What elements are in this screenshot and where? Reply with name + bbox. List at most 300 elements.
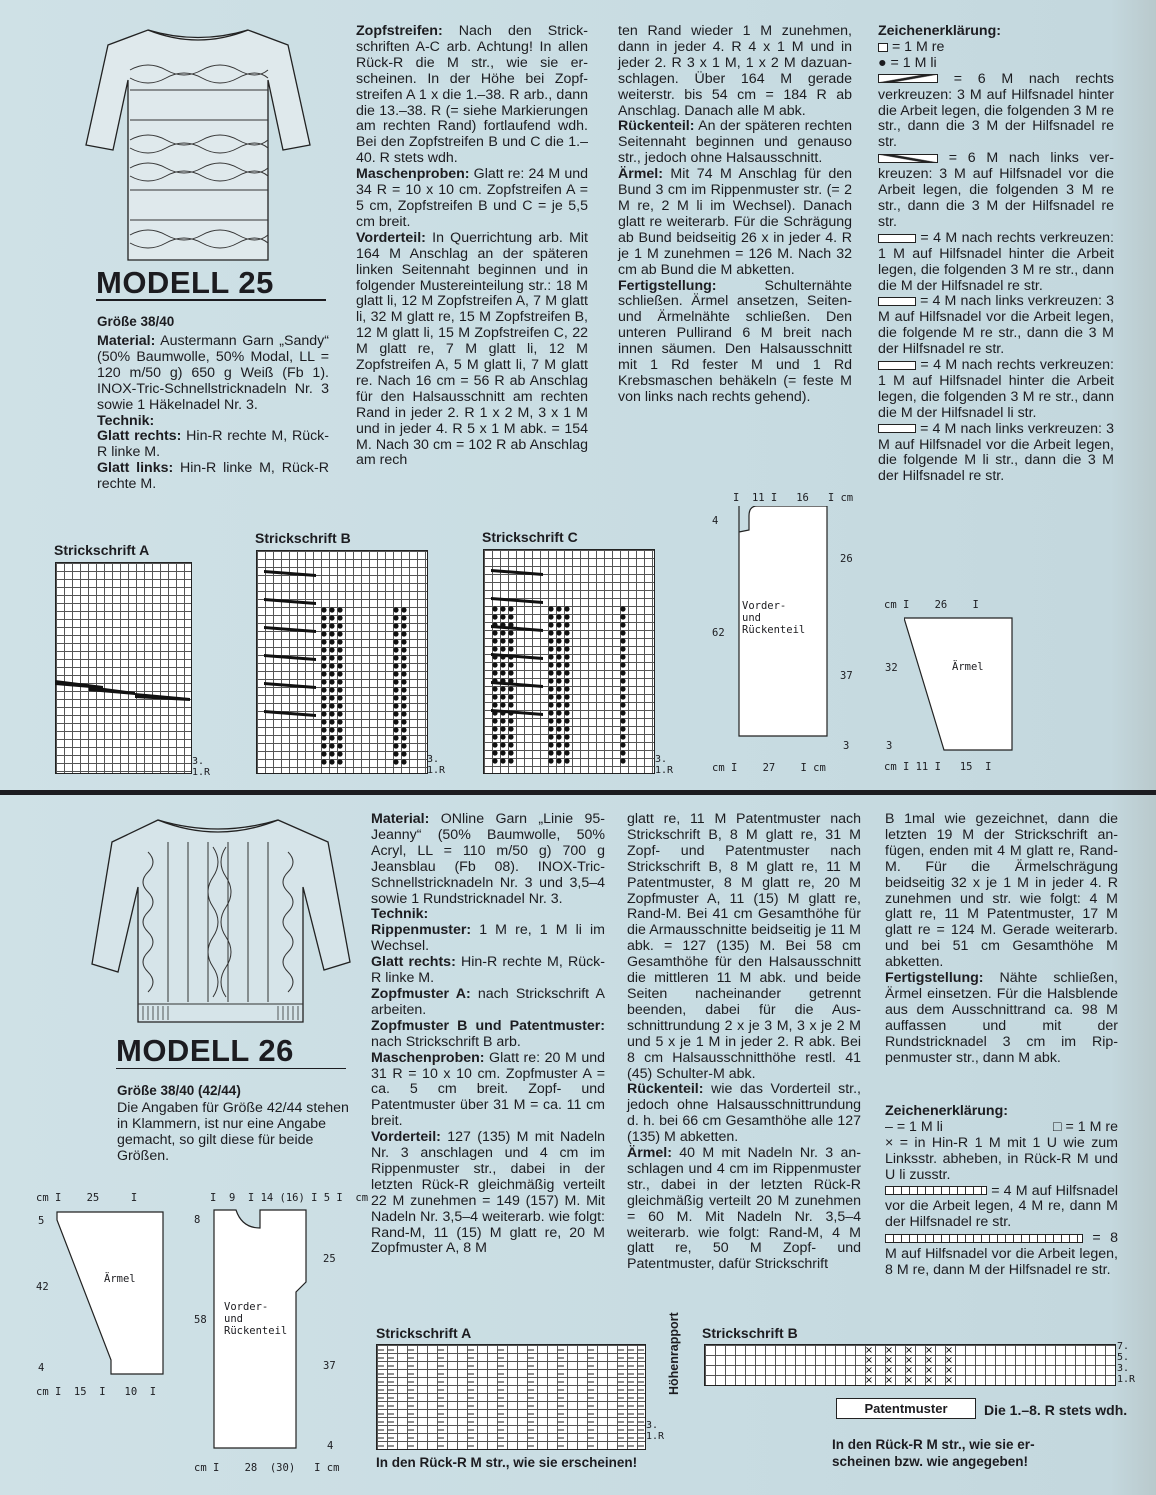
body-diagram-25-n37: 37 <box>840 670 853 682</box>
cable-cross-mark <box>491 709 543 716</box>
cable-cross-mark <box>491 625 543 632</box>
paragraph <box>371 1019 605 1051</box>
paragraph-text: nach Strickschrift B arb. <box>371 1033 521 1050</box>
sleeve-diagram-25-n3: 3 <box>886 740 893 752</box>
paragraph <box>371 1051 605 1131</box>
body-diagram-25-n4: 4 <box>712 515 719 527</box>
purl-dot <box>401 647 406 652</box>
paragraph-heading: Vorderteil: <box>371 1129 441 1146</box>
paragraph-text: Hin-R rechte M, Rück-R linke M. <box>97 428 329 461</box>
cable-8-icon <box>885 1234 1083 1243</box>
purl-dot <box>401 639 406 644</box>
purl-dot <box>500 670 505 675</box>
purl-dot <box>401 727 406 732</box>
purl-dot <box>508 718 513 723</box>
purl-dot <box>401 671 406 676</box>
purl-dot <box>500 638 505 643</box>
paragraph-heading: Ärmel: <box>627 1145 672 1162</box>
purl-dot <box>564 614 569 619</box>
purl-dot <box>564 638 569 643</box>
slip-stitch-mark: × <box>864 1375 874 1384</box>
legend-title: Zeichenerklärung: <box>878 23 1001 39</box>
paragraph-heading: Zopfstreifen: <box>356 23 443 39</box>
purl-dot <box>401 607 406 612</box>
purl-dot <box>556 686 561 691</box>
purl-dot <box>556 742 561 747</box>
purl-dot <box>556 622 561 627</box>
purl-dot <box>393 631 398 636</box>
slip-stitch-mark: × <box>884 1365 894 1376</box>
purl-dot <box>564 758 569 763</box>
chart-26b-note: In den Rück-R M str., wie sie erscheinen bzw. wie angegeben! <box>832 1437 1035 1469</box>
purl-dot <box>401 695 406 700</box>
purl-dot <box>492 734 497 739</box>
paragraph-text: glatt re, 11 M Patentmuster nach Strickschrift B, 8 M glatt re, 31 M Zopf- und Patentmuster nach Strickschrift B, 8 M glatt re, 11 M Patentmuster, 8 M glatt re, 20 M Zopfmuster A, 11 (15) M glatt re, Rand-M. Bei 41 cm Gesamthöhe für die Armausschnitte beidseitig je 11 M abk. = 127 (135) M. Bei 58 cm Gesamthöhe für den Halsausschnitt die mittleren 11 M abk. und beide Seiten nacheinander getrennt beenden, dabei für die Ausschnittrundung 2 x je 3 M, 3 x je 2 M und 5 x je 1 M in jeder 2. R abk. Bei 8 cm Halsausschnitthöhe restl. 41 (45) Schulter-M abk. <box>627 811 861 1082</box>
purl-dot <box>500 718 505 723</box>
model-26-column-4 <box>885 812 1118 1067</box>
body-diagram-25-n26: 26 <box>840 553 853 565</box>
purl-dot <box>556 734 561 739</box>
paragraph <box>618 167 852 278</box>
purl-dot <box>548 750 553 755</box>
paragraph-text: Mit 74 M Anschlag für den Bund 3 cm im Rippenmuster str. (= 2 M re, 2 M li im Wechsel). Danach glatt re weiterarb. Für die Schrägung ab Bund beidseitig 26 x in jeder 4. R je 1 M zunehmen = 126 M. Nach 32 cm ab Bund die M abketten. <box>618 166 852 278</box>
purl-dot <box>500 630 505 635</box>
purl-dot <box>393 727 398 732</box>
purl-dot <box>556 670 561 675</box>
cable-4-left-purl-icon <box>878 424 916 433</box>
purl-dot <box>329 759 334 764</box>
purl-dot <box>393 639 398 644</box>
purl-dot <box>329 639 334 644</box>
purl-dot <box>321 735 326 740</box>
purl-dot <box>337 615 342 620</box>
purl-dot <box>548 718 553 723</box>
purl-dot <box>508 758 513 763</box>
slip-stitch-mark: × <box>884 1345 894 1356</box>
purl-dot <box>321 711 326 716</box>
chart-26a-row-marker: 3. 1.R <box>646 1420 665 1442</box>
purl-dot <box>556 750 561 755</box>
purl-dot <box>321 727 326 732</box>
paragraph-text: Glatt re: 20 M und 31 R = 10 x 10 cm. Zopfmuster A = ca. 5 cm breit. Zopf- und Patentmuster über 31 M = ca. 11 cm breit. <box>371 1049 605 1130</box>
purl-dot <box>556 718 561 723</box>
chart-26b-rows: 7. 5. 3. 1.R <box>1117 1341 1136 1385</box>
slip-stitch-mark: × <box>904 1365 914 1376</box>
paragraph-text: ten Rand wieder 1 M zunehmen, dann in jeder 4. R 4 x 1 M und in jeder 2. R 3 x 1 M, 1 x 2 M dazuanschlagen. Über 164 M gerade weiterstr. bis 54 cm = 184 R ab Anschlag. Danach alle M abk. <box>618 23 852 119</box>
purl-dot <box>329 623 334 628</box>
purl-dot <box>492 742 497 747</box>
paragraph-heading: Glatt rechts: <box>371 954 456 971</box>
purl-dot <box>620 606 625 611</box>
purl-dot <box>337 655 342 660</box>
purl-dot <box>508 734 513 739</box>
purl-dot <box>500 614 505 619</box>
paragraph <box>371 907 605 923</box>
purl-dot <box>620 750 625 755</box>
purl-dot <box>393 711 398 716</box>
purl-dot <box>564 718 569 723</box>
sleeve-diagram-25-label: Ärmel <box>952 661 984 673</box>
purl-dot <box>329 687 334 692</box>
purl-dot <box>508 726 513 731</box>
chart-26a-stitches <box>376 1344 644 1448</box>
paragraph-text: nach Strickschrift A arbeiten. <box>371 985 605 1018</box>
purl-dot <box>508 694 513 699</box>
purl-dot <box>321 607 326 612</box>
slip-stitch-mark: × <box>924 1345 934 1356</box>
paragraph <box>618 279 852 406</box>
purl-dot <box>508 614 513 619</box>
purl-dot <box>500 750 505 755</box>
paragraph-text: ONline Garn „Linie 95-Jeanny“ (50% Baumwolle, 50% Acryl, LL = 110 m/50 g) 700 g Jeansblau (Fb 08). INOX-Tric-Schnellstricknadeln Nr. 3 und 3,5–4 sowie 1 Rundstricknadel Nr. 3. <box>371 811 605 907</box>
cable-cross-mark <box>264 626 316 633</box>
cable-4-icon <box>885 1186 987 1195</box>
purl-dot <box>337 639 342 644</box>
paragraph-text: Austermann Garn „Sandy“ (50% Baumwolle, 50% Modal, LL = 120 m/50 g) 650 g Weiß (Fb 1). INOX-Tric-Schnellstricknadeln Nr. 3 sowie 1 Häkelnadel Nr. 3. <box>97 333 329 413</box>
purl-dot <box>337 607 342 612</box>
purl-dot <box>556 614 561 619</box>
purl-dot <box>321 751 326 756</box>
slip-stitch-mark: × <box>864 1365 874 1376</box>
purl-dot <box>548 678 553 683</box>
legend-26-cable-4: = 4 M auf Hilfsnadel vor die Arbeit legen, 4 M re, dann M der Hilfsnadel re str. <box>885 1182 1118 1231</box>
purl-dot <box>321 631 326 636</box>
purl-dot <box>564 702 569 707</box>
paragraph <box>356 167 588 231</box>
model-25-rule <box>96 299 326 300</box>
purl-dot <box>329 703 334 708</box>
paragraph-heading: Material: <box>97 333 156 349</box>
purl-dot <box>401 759 406 764</box>
legend-item-6-left: = 6 M nach links verkreuzen: 3 M auf Hilfsnadel vor die Arbeit legen, die folgenden 3 M re str., dann die 3 M der Hilfsnadel re str. <box>878 150 1114 230</box>
chart-b-row-marker: 3. 1.R <box>427 754 446 776</box>
purl-dot <box>564 678 569 683</box>
purl-dot <box>564 734 569 739</box>
chart-26b-stitches <box>704 1344 1114 1384</box>
sleeve-diagram-26 <box>55 1210 165 1380</box>
purl-dot <box>548 758 553 763</box>
cable-4-right-icon <box>878 234 916 243</box>
paragraph <box>356 231 588 470</box>
paragraph <box>618 24 852 119</box>
purl-dot <box>620 646 625 651</box>
purl-dot <box>620 686 625 691</box>
paragraph <box>371 923 605 955</box>
legend-26-cable-8: = 8 M auf Hilfsnadel vor die Arbeit legen, 8 M re, dann M der Hilfsnadel re str. <box>885 1230 1118 1279</box>
purl-dot <box>393 687 398 692</box>
purl-dot <box>508 606 513 611</box>
purl-dot <box>548 646 553 651</box>
slip-stitch-mark: × <box>864 1345 874 1356</box>
purl-dot <box>620 758 625 763</box>
purl-dot <box>564 670 569 675</box>
purl-dot <box>548 726 553 731</box>
purl-dot <box>337 727 342 732</box>
section-divider <box>0 790 1156 795</box>
purl-dot <box>321 639 326 644</box>
purl-dot <box>337 647 342 652</box>
legend-26-title: Zeichenerklärung: <box>885 1103 1008 1119</box>
purl-dot <box>329 655 334 660</box>
purl-dot <box>548 742 553 747</box>
cable-cross-mark <box>264 654 316 661</box>
cable-cross-mark <box>491 569 543 576</box>
purl-dot <box>556 662 561 667</box>
purl-dot <box>337 711 342 716</box>
purl-dot <box>564 742 569 747</box>
purl-dot <box>492 686 497 691</box>
paragraph-heading: Technik: <box>97 412 155 429</box>
purl-dot <box>401 703 406 708</box>
purl-dot <box>548 606 553 611</box>
purl-dot <box>321 615 326 620</box>
purl-dot <box>620 734 625 739</box>
purl-dot <box>500 726 505 731</box>
paragraph <box>371 955 605 987</box>
purl-dot <box>321 647 326 652</box>
purl-dot <box>401 743 406 748</box>
purl-dot <box>556 630 561 635</box>
chart-c-row-marker: 3. 1.R <box>655 754 674 776</box>
chart-26a-title: Strickschrift A <box>376 1325 472 1341</box>
purl-dot <box>564 646 569 651</box>
body-diagram-26-n37: 37 <box>323 1360 336 1372</box>
paragraph-heading: Rippenmuster: <box>371 922 472 939</box>
purl-dot <box>564 726 569 731</box>
paragraph <box>627 812 861 1082</box>
purl-dot <box>620 710 625 715</box>
body-diagram-25-label: Vorder- und Rückenteil <box>742 600 806 636</box>
purl-dot <box>393 743 398 748</box>
slip-stitch-mark: × <box>924 1375 934 1384</box>
chart-c-stitches <box>483 549 653 772</box>
sleeve-diagram-25-bottom: cm I 11 I 15 I <box>884 761 992 773</box>
purl-dot <box>321 687 326 692</box>
purl-dot <box>620 622 625 627</box>
paragraph-heading: Fertigstellung: <box>885 970 984 987</box>
purl-dot <box>548 662 553 667</box>
purl-dot <box>401 687 406 692</box>
slip-stitch-mark: × <box>884 1375 894 1384</box>
sleeve-diagram-26-n4: 4 <box>38 1362 45 1374</box>
slip-stitch-mark: × <box>944 1345 954 1356</box>
legend-item-6-right: = 6 M nach rechts verkreuzen: 3 M auf Hilfsnadel hinter die Arbeit legen, die folgenden 3 M re str., dann die 3 M der Hilfsnadel re str. <box>878 70 1114 151</box>
purl-dot <box>556 646 561 651</box>
model-25-legend <box>878 24 1114 485</box>
paragraph-text: Glatt re: 24 M und 34 R = 10 x 10 cm. Zopfstreifen A = 5 cm, Zopfstreifen B und C = je 5,5 cm breit. <box>356 166 588 230</box>
paragraph-text: Nähte schließen, Ärmel einsetzen. Für die Halsblende aus dem Ausschnittrand ca. 98 M auffassen und mit der Rundstricknadel 3 cm im Rippenmuster str., dann M abk. <box>885 970 1118 1066</box>
paragraph <box>371 1130 605 1257</box>
purl-dot <box>329 671 334 676</box>
purl-dot <box>393 695 398 700</box>
cable-6-right-icon <box>878 74 938 83</box>
purl-dot <box>564 606 569 611</box>
purl-dot <box>329 735 334 740</box>
purl-dot <box>329 647 334 652</box>
purl-dot <box>393 751 398 756</box>
purl-dot <box>321 663 326 668</box>
purl-dot <box>564 686 569 691</box>
purl-dot <box>556 758 561 763</box>
chart-26b-title: Strickschrift B <box>702 1325 798 1341</box>
paragraph-heading: Fertigstellung: <box>618 277 717 294</box>
purl-dot <box>401 719 406 724</box>
paragraph-text: Hin-R linke M, Rück-R rechte M. <box>97 460 329 493</box>
slip-stitch-mark: × <box>904 1355 914 1366</box>
repeat-note: Die 1.–8. R stets wdh. <box>984 1402 1128 1418</box>
purl-dot <box>337 719 342 724</box>
purl-dot <box>548 710 553 715</box>
purl-dot <box>556 726 561 731</box>
legend-item-4-left-purl: = 4 M nach links verkreuzen: 3 M auf Hilfsnadel vor die Arbeit legen, die folgende M li str., dann die 3 M der Hilfsnadel re str. <box>878 420 1114 485</box>
purl-dot <box>564 694 569 699</box>
paragraph-text: In Querrichtung arb. Mit 164 M Anschlag an der späteren linken Seitennaht beginnen und in folgender Mustereinteilung str.: 18 M glatt li, 12 M Zopfstreifen A, 7 M glatt li, 32 M glatt re, 15 M Zopfstreifen B, 12 M glatt li, 15 M Zopfstreifen C, 22 M glatt re, 7 M glatt li, 12 M Zopfstreifen A, 5 M glatt li, 7 M glatt re. Nach 16 cm = 56 R ab Anschlag für den Halsausschnitt am rechten Rand in jeder 2. R 1 x 2 M, 3 x 1 M und in jeder 4. R 5 x 1 M abk. = 154 M. Nach 30 cm = 102 R ab Anschlag am rech <box>356 229 588 469</box>
purl-dot <box>329 711 334 716</box>
cable-4-left-icon <box>878 297 916 306</box>
purl-dot <box>548 622 553 627</box>
purl-dot <box>620 742 625 747</box>
purl-dot <box>620 638 625 643</box>
purl-dot <box>337 751 342 756</box>
paragraph-heading: Ärmel: <box>618 166 663 183</box>
purl-dot <box>500 686 505 691</box>
paragraph <box>356 24 588 167</box>
purl-dot <box>620 654 625 659</box>
chart-c-title: Strickschrift C <box>482 529 578 545</box>
purl-dot <box>393 719 398 724</box>
model-26-column-3 <box>627 812 861 1273</box>
paragraph-text: 127 (135) M mit Nadeln Nr. 3 anschlagen und 4 cm im Rippenmuster str., dabei in der letzten Rück-R gleichmäßig verteilt 22 M zunehmen = 149 (157) M. Mit Nadeln Nr. 3,5–4 weiterarb. wie folgt: Rand-M, 11 (15) M glatt re, 20 M Zopfmuster A, 8 M <box>371 1129 605 1257</box>
purl-dot <box>548 670 553 675</box>
paragraph <box>885 971 1118 1066</box>
purl-dot <box>329 607 334 612</box>
purl-dot <box>393 607 398 612</box>
purl-dot <box>492 758 497 763</box>
purl-dot <box>337 703 342 708</box>
paragraph-heading: Maschenproben: <box>356 166 470 183</box>
slip-stitch-mark: × <box>944 1365 954 1376</box>
purl-dot <box>556 654 561 659</box>
purl-dot <box>556 638 561 643</box>
sleeve-diagram-26-n5: 5 <box>38 1215 45 1227</box>
sleeve-diagram-26-top: cm I 25 I <box>36 1192 138 1204</box>
purl-dot <box>548 630 553 635</box>
cable-cross-mark <box>264 570 316 577</box>
body-diagram-26-label: Vorder- und Rückenteil <box>224 1301 288 1337</box>
purl-dot <box>321 743 326 748</box>
purl-dot <box>329 719 334 724</box>
purl-dot <box>508 662 513 667</box>
purl-dot <box>492 694 497 699</box>
purl-dot <box>556 606 561 611</box>
purl-dot <box>393 647 398 652</box>
purl-dot <box>620 702 625 707</box>
paragraph-heading: Vorderteil: <box>356 229 426 246</box>
body-diagram-26-n25: 25 <box>323 1253 336 1265</box>
purl-dot <box>500 758 505 763</box>
purl-dot <box>337 759 342 764</box>
purl-dot <box>500 662 505 667</box>
sleeve-diagram-26-bottom: cm I 15 I 10 I <box>36 1386 157 1398</box>
paragraph <box>885 812 1118 971</box>
body-diagram-26-n4: 4 <box>327 1440 334 1452</box>
paragraph <box>618 119 852 167</box>
paragraph-heading: Rückenteil: <box>618 118 695 135</box>
purl-dot <box>321 655 326 660</box>
purl-dot <box>329 663 334 668</box>
purl-dot <box>393 735 398 740</box>
paragraph-heading: Glatt rechts: <box>97 428 182 445</box>
model-26-intro: Die Angaben für Größe 42/44 stehen in Klammern, ist nur eine Angabe gemacht, so gilt diese für beide Größen. <box>117 1100 349 1164</box>
purl-dot <box>620 726 625 731</box>
purl-dot <box>492 718 497 723</box>
legend-item-4-right: = 4 M nach rechts verkreuzen: 1 M auf Hilfsnadel hinter die Arbeit legen, die folgenden 3 M re str., dann die M der Hilfsnadel re str. <box>878 229 1114 294</box>
patentmuster-label: Patentmuster <box>836 1398 976 1419</box>
purl-dot <box>564 622 569 627</box>
purl-dot <box>620 694 625 699</box>
paragraph-heading: Technik: <box>371 906 429 923</box>
purl-dot <box>401 711 406 716</box>
purl-dot <box>401 615 406 620</box>
body-diagram-25-n62: 62 <box>712 627 725 639</box>
purl-dot <box>329 743 334 748</box>
paragraph-text: An der späteren rechten Seitennaht beginnen und genauso str., jedoch ohne Halsausschnitt. <box>618 118 852 167</box>
legend-26-row-1: – = 1 M li □ = 1 M re <box>885 1118 1118 1135</box>
purl-dot <box>564 654 569 659</box>
purl-dot <box>492 670 497 675</box>
purl-dot <box>321 759 326 764</box>
sweater-26-illustration <box>88 812 358 1034</box>
purl-dot <box>556 710 561 715</box>
purl-dot <box>500 694 505 699</box>
purl-dot <box>337 687 342 692</box>
slip-stitch-mark: × <box>924 1355 934 1366</box>
purl-dot <box>401 751 406 756</box>
purl-dot <box>508 750 513 755</box>
slip-stitch-mark: × <box>904 1375 914 1384</box>
purl-dot <box>492 614 497 619</box>
cable-cross-mark <box>491 653 543 660</box>
paragraph <box>97 414 329 430</box>
paragraph <box>371 812 605 907</box>
slip-stitch-mark: × <box>924 1365 934 1376</box>
purl-dot <box>508 638 513 643</box>
purl-dot <box>492 726 497 731</box>
purl-dot <box>393 615 398 620</box>
model-25-title: MODELL 25 <box>96 266 326 301</box>
cable-6-left-icon <box>878 154 938 163</box>
sleeve-diagram-25-n32: 32 <box>885 662 898 674</box>
paragraph-heading: Material: <box>371 811 430 827</box>
model-25-column-3 <box>618 24 852 406</box>
legend-item-4-right-purl: = 4 M nach rechts verkreuzen: 1 M auf Hilfsnadel hinter die Arbeit legen, die folgenden 3 M re str., dann die M der Hilfsnadel li str. <box>878 357 1114 421</box>
purl-dot <box>401 623 406 628</box>
paragraph <box>627 1146 861 1273</box>
purl-dot <box>492 646 497 651</box>
purl-dot <box>321 623 326 628</box>
purl-dot <box>500 702 505 707</box>
paragraph-heading: Glatt links: <box>97 460 174 477</box>
purl-dot <box>556 678 561 683</box>
purl-dot <box>393 655 398 660</box>
purl-dot <box>401 679 406 684</box>
purl-dot <box>393 623 398 628</box>
sleeve-diagram-25-top: cm I 26 I <box>884 599 979 611</box>
model-25-column-1 <box>97 334 329 493</box>
body-diagram-25-bottom: cm I 27 I cm <box>712 762 826 774</box>
purl-dot <box>321 671 326 676</box>
purl-dot <box>500 742 505 747</box>
